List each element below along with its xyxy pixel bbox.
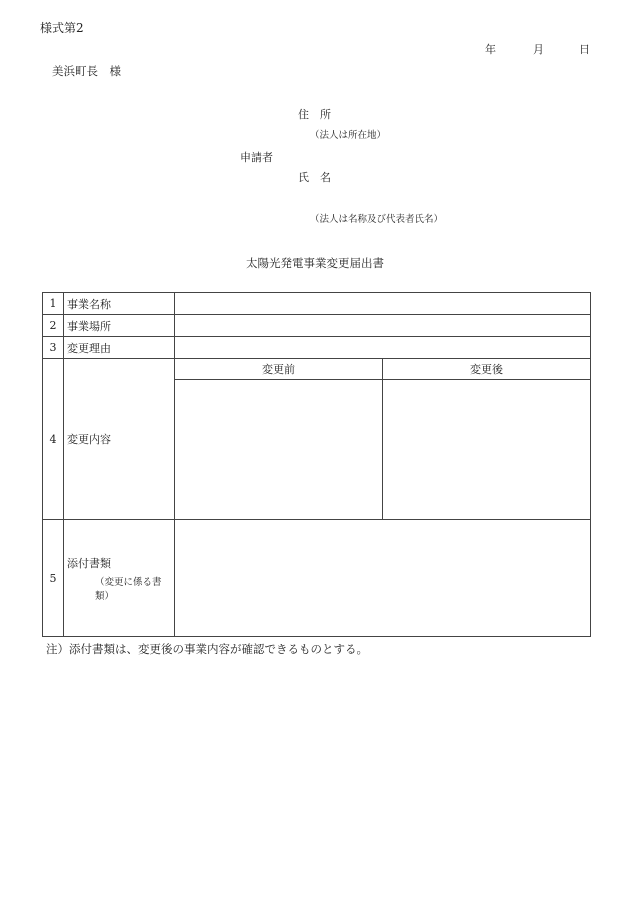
before-change-header: 変更前 [175,359,383,380]
row-number: 5 [43,520,64,637]
name-note: （法人は名称及び代表者氏名） [310,214,444,225]
address-label: 住 所 [298,108,331,121]
row-label-project-name: 事業名称 [64,293,175,315]
applicant-label: 申請者 [240,151,273,164]
after-change-field[interactable] [383,380,591,520]
date-year: 年 [485,43,496,56]
table-row [43,520,591,637]
addressee: 美浜町長 様 [52,64,121,78]
row-number: 3 [43,337,64,359]
attachments-field[interactable] [175,520,591,637]
form-number: 様式第2 [40,21,84,35]
table-row [43,359,591,380]
row-label-change-reason: 変更理由 [64,337,175,359]
row-label-project-location: 事業場所 [64,315,175,337]
footnote: 注）添付書類は、変更後の事業内容が確認できるものとする。 [46,642,368,656]
row-label-attachments [64,520,175,637]
table-row [43,337,591,359]
row-number: 1 [43,293,64,315]
after-change-header: 変更後 [383,359,591,380]
table-row [43,293,591,315]
project-location-field[interactable] [175,315,591,337]
document-title: 太陽光発電事業変更届出書 [246,256,384,270]
name-label: 氏 名 [298,171,331,184]
change-reason-field[interactable] [175,337,591,359]
row-number: 2 [43,315,64,337]
project-name-field[interactable] [175,293,591,315]
address-note: （法人は所在地） [310,130,387,141]
row-label-change-content: 変更内容 [64,359,175,520]
date-day: 日 [579,43,590,56]
row-number: 4 [43,359,64,520]
attachments-sublabel: （変更に係る書類） [95,576,162,602]
date-month: 月 [533,43,544,56]
attachments-label: 添付書類 [67,556,111,570]
change-form-table [42,292,591,637]
table-row [43,315,591,337]
before-change-field[interactable] [175,380,383,520]
